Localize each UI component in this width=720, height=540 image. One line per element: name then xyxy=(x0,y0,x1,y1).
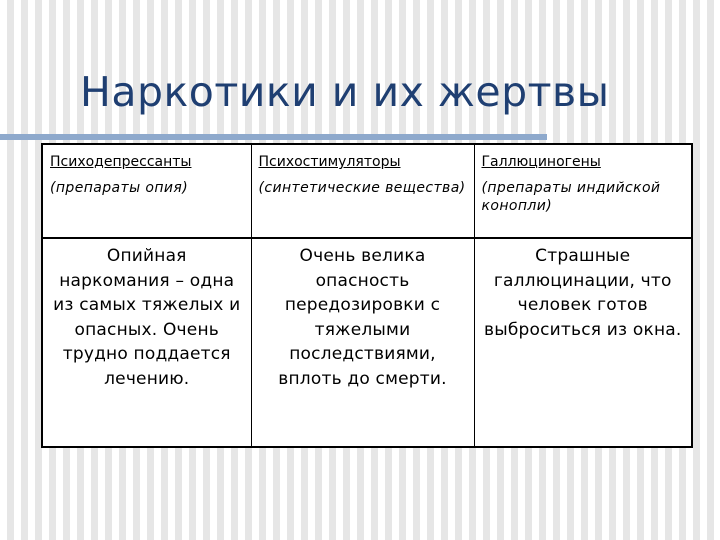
class-name: Галлюциногены xyxy=(481,154,601,170)
table-body-row xyxy=(42,238,692,447)
description-cell-psychodepressants: Опийная наркомания – одна из самых тяжелых и опасных. Очень трудно поддается лечению. xyxy=(42,238,251,447)
class-note: (препараты опия) xyxy=(50,180,189,196)
drug-classes-table xyxy=(41,143,693,448)
header-cell-psychodepressants xyxy=(42,144,251,238)
header-cell-hallucinogens xyxy=(474,144,692,238)
class-note: (синтетические вещества) xyxy=(258,180,466,196)
description-cell-psychostimulants: Очень велика опасность передозировки с тяжелыми последствиями, вплоть до смерти. xyxy=(251,238,474,447)
header-cell-psychostimulants xyxy=(251,144,474,238)
class-note: (препараты индийской конопли) xyxy=(481,180,661,214)
title-underline xyxy=(0,134,547,140)
class-name: Психостимуляторы xyxy=(258,154,401,170)
class-name: Психодепрессанты xyxy=(50,154,192,170)
description-cell-hallucinogens: Страшные галлюцинации, что человек готов выброситься из окна. xyxy=(474,238,692,447)
table-header-row xyxy=(42,144,692,238)
slide-title: Наркотики и их жертвы xyxy=(80,68,610,116)
